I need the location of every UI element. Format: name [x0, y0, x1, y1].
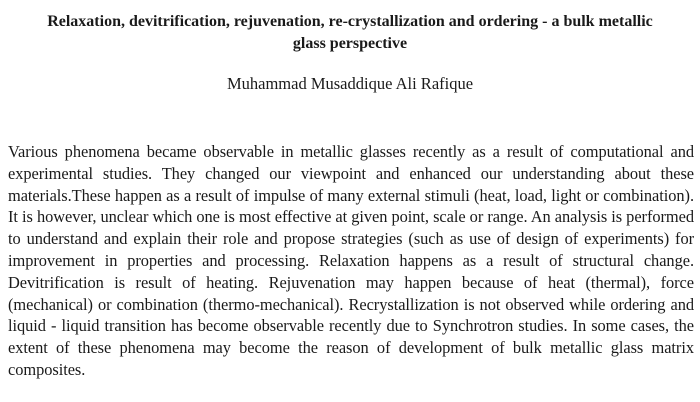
author-name: Muhammad Musaddique Ali Rafique	[226, 74, 474, 93]
abstract-text: Various phenomena became observable in metallic glasses recently as a result of computational and experimental studies. They changed our viewpoint and enhanced our understanding about these materials.These happen as a result of impulse of many external stimuli (heat, load, light or combination). It is however, unclear which one is most effective at given point, scale or range. An analysis is performed to understand and explain their role and propose strategies (such as use of design of experiments) for improvement in properties and processing. Relaxation happens as a result of structural change. Devitrification is result of heating. Rejuvenation may happen because of heat (thermal), force (mechanical) or combination (thermo-mechanical). Recrystallization is not observed while ordering and liquid - liquid transition has become observable recently due to Synchrotron studies. In some cases, the extent of these phenomena may become the reason of development of bulk metallic glass matrix composites.	[8, 142, 694, 379]
paper-title: Relaxation, devitrification, rejuvenation, re-crystallization and ordering - a bulk metallic glass perspective	[47, 13, 653, 52]
